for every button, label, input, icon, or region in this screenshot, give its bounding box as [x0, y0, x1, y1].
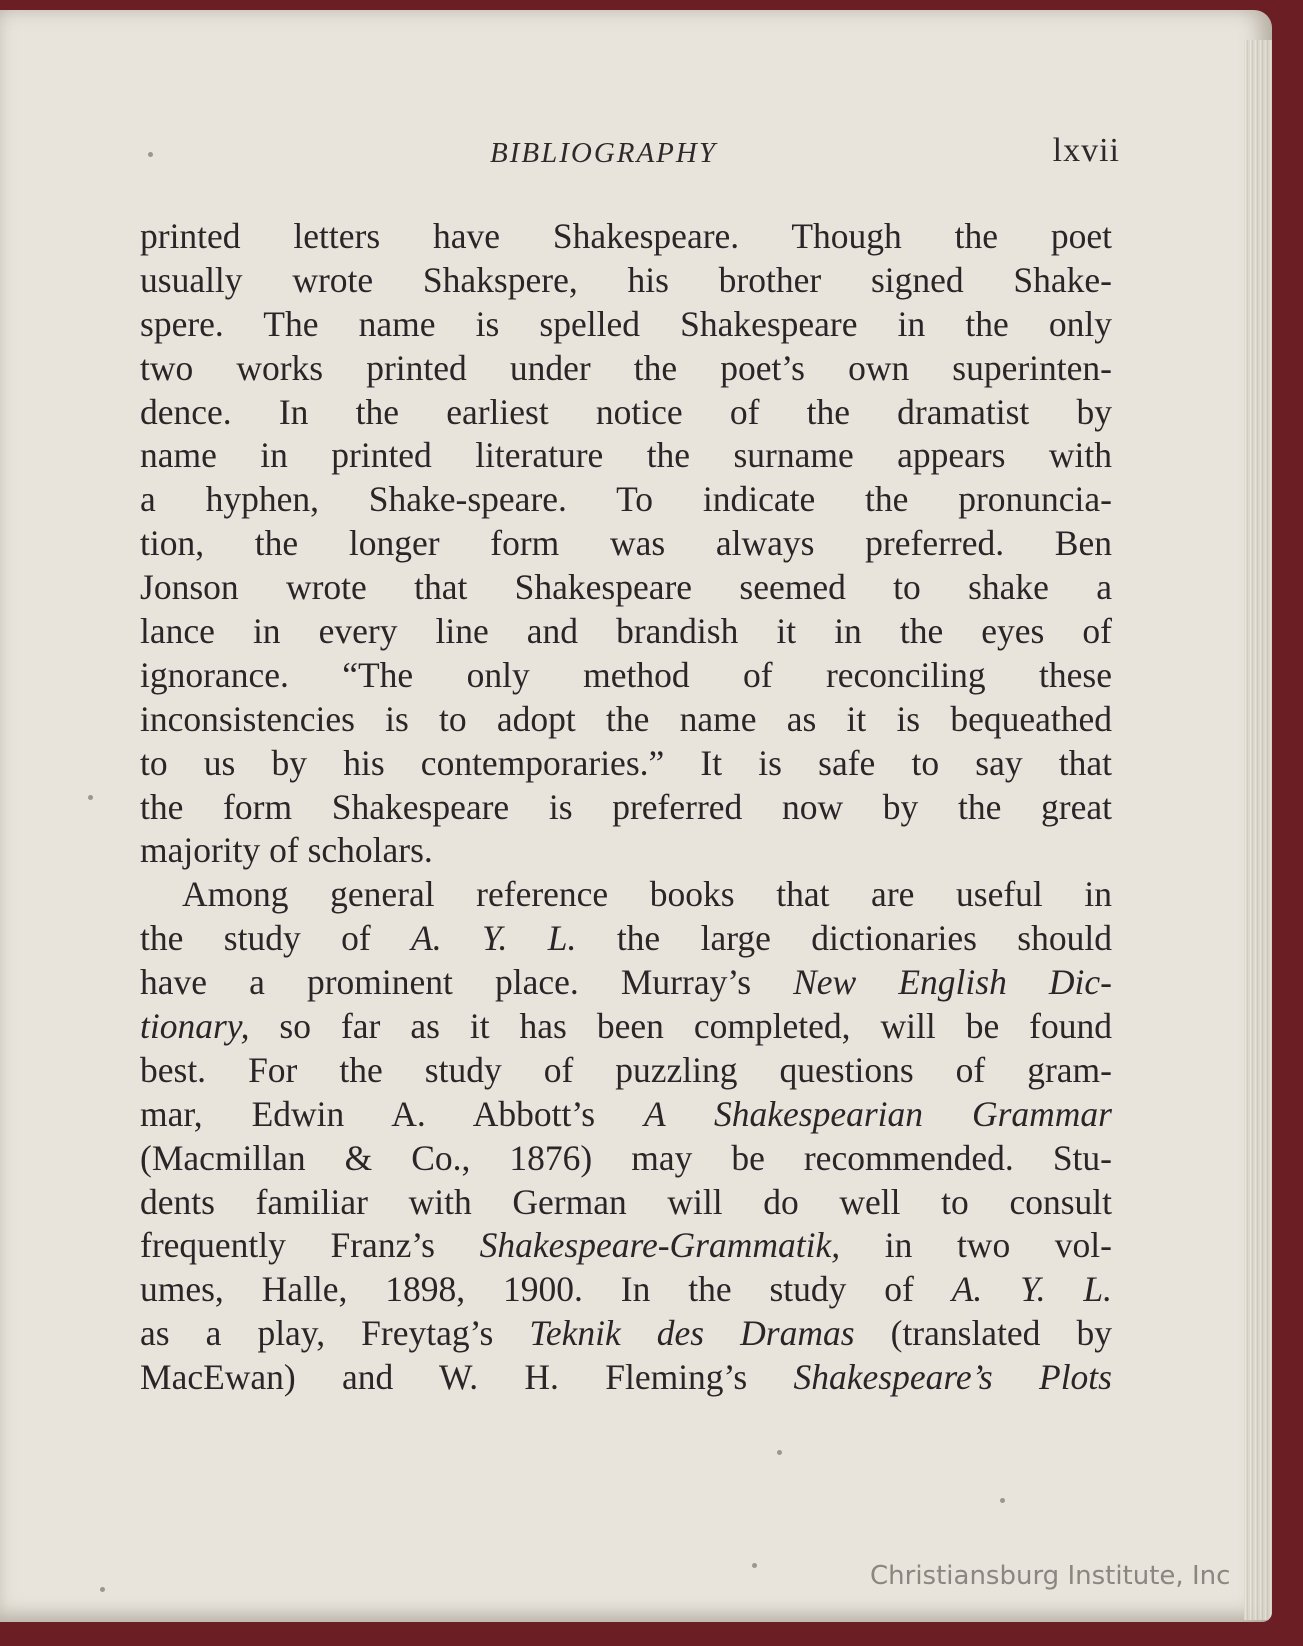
text-line: name in printed literature the surname appears with	[140, 435, 1112, 476]
text-line: printed letters have Shakespeare. Though the poet	[140, 216, 1112, 256]
paper-speck	[1000, 1498, 1005, 1503]
text-line: ignorance. “The only method of reconciling these	[140, 654, 1112, 695]
text-line: usually wrote Shakspere, his brother signed Shake-	[140, 259, 1112, 300]
paper-speck	[100, 1587, 105, 1592]
text-line: lance in every line and brandish it in the eyes of	[140, 611, 1112, 652]
text-line: have a prominent place. Murray’s New English Dic-	[140, 962, 1113, 1003]
page-edges	[1244, 40, 1272, 1620]
watermark: Christiansburg Institute, Inc	[870, 1561, 1231, 1591]
text-line: dents familiar with German will do well to consult	[140, 1181, 1112, 1222]
body-text	[140, 215, 1112, 1400]
text-line: to us by his contemporaries.” It is safe to say that	[140, 742, 1112, 783]
text-line: mar, Edwin A. Abbott’s A Shakespearian Grammar	[140, 1093, 1112, 1134]
paper-speck	[752, 1563, 757, 1568]
text-line: spere. The name is spelled Shakespeare in the only	[140, 303, 1112, 344]
text-line: dence. In the earliest notice of the dramatist by	[140, 391, 1112, 432]
text-line: a hyphen, Shake-speare. To indicate the pronuncia-	[140, 479, 1112, 520]
text-line: MacEwan) and W. H. Fleming’s Shakespeare’s Plots	[140, 1357, 1112, 1398]
text-line: (Macmillan & Co., 1876) may be recommended. Stu-	[140, 1137, 1112, 1178]
italic-title: New English Dic-	[793, 962, 1113, 1003]
text-line: Among general reference books that are useful in	[182, 874, 1112, 915]
text-line: inconsistencies is to adopt the name as it is bequeathed	[140, 698, 1112, 739]
italic-title: A Shakespearian Grammar	[644, 1093, 1112, 1134]
paper-speck	[88, 795, 93, 800]
book-page	[0, 10, 1272, 1622]
text-line: best. For the study of puzzling questions of gram-	[140, 1049, 1112, 1090]
text-line: tionary, so far as it has been completed, will be found	[140, 1006, 1112, 1047]
text-line: umes, Halle, 1898, 1900. In the study of A. Y. L.	[140, 1269, 1112, 1310]
italic-title: Shakespeare-Grammatik,	[479, 1225, 841, 1266]
paper-speck	[777, 1450, 782, 1455]
page-header	[140, 132, 1120, 182]
italic-title: tionary,	[140, 1006, 250, 1047]
italic-title: A. Y. L.	[411, 918, 577, 959]
running-head: BIBLIOGRAPHY	[490, 137, 717, 169]
italic-title: Teknik des Dramas	[529, 1313, 855, 1354]
text-line: frequently Franz’s Shakespeare-Grammatik, in two vol-	[140, 1225, 1112, 1266]
text-line: two works printed under the poet’s own superinten-	[140, 347, 1112, 388]
text-line: Jonson wrote that Shakespeare seemed to shake a	[140, 567, 1112, 608]
text-line: the form Shakespeare is preferred now by the great	[140, 786, 1112, 827]
paper-speck	[148, 152, 153, 157]
italic-title: Shakespeare’s Plots	[793, 1357, 1112, 1398]
text-line: the study of A. Y. L. the large dictionaries should	[140, 918, 1112, 959]
page-number: lxvii	[1052, 132, 1120, 169]
text-line: majority of scholars.	[140, 830, 433, 871]
text-line: tion, the longer form was always preferred. Ben	[140, 523, 1112, 564]
italic-title: A. Y. L.	[951, 1269, 1112, 1310]
text-line: as a play, Freytag’s Teknik des Dramas (translated by	[140, 1313, 1112, 1354]
